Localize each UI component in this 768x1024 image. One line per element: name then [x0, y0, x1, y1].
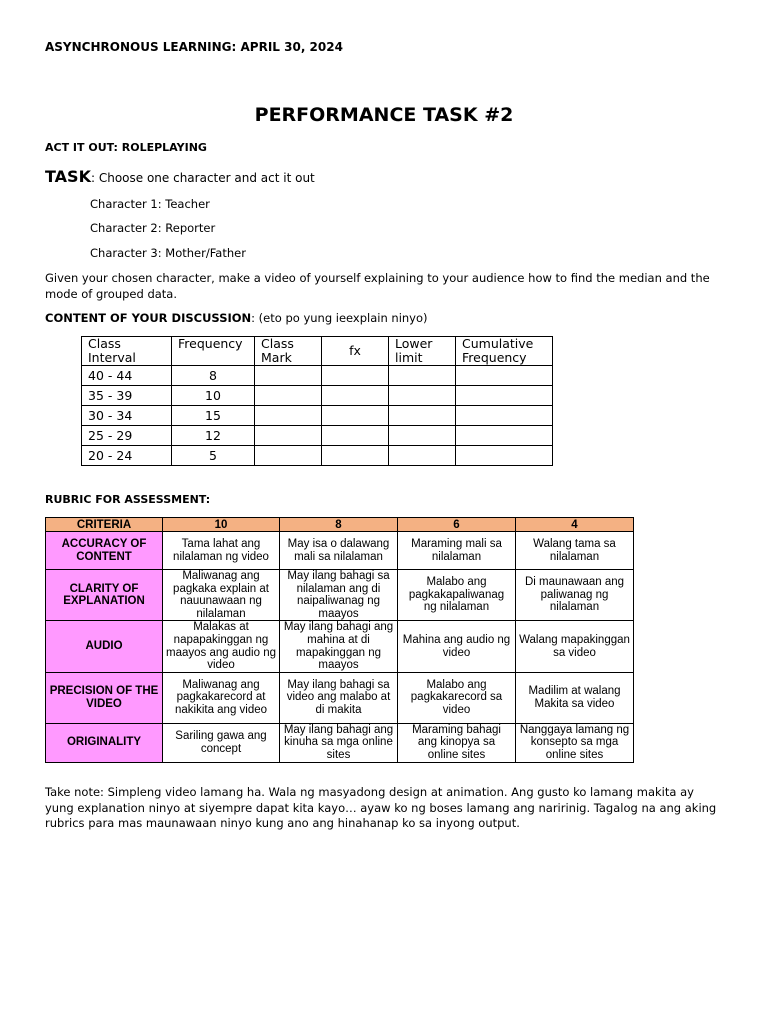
- header-class-interval: Class Interval: [82, 337, 172, 366]
- rubric-cell-6: Malabo ang pagkakarecord sa video: [398, 672, 516, 723]
- cell-empty: [255, 446, 322, 466]
- rubric-cell-8: May isa o dalawang mali sa nilalaman: [280, 532, 398, 570]
- rubric-cell-8: May ilang bahagi ang kinuha sa mga online sites: [280, 723, 398, 762]
- cell-empty: [322, 446, 389, 466]
- rubric-cell-8: May ilang bahagi ang mahina at di mapakinggan ng maayos: [280, 621, 398, 672]
- rubric-cell-6: Mahina ang audio ng video: [398, 621, 516, 672]
- cell-empty: [456, 446, 553, 466]
- cell-empty: [456, 406, 553, 426]
- header-fx: fx: [322, 337, 389, 366]
- rubric-cell-4: Walang tama sa nilalaman: [516, 532, 634, 570]
- rubric-criteria: PRECISION OF THE VIDEO: [46, 672, 163, 723]
- rubric-row: [46, 532, 634, 570]
- rubric-header-10: 10: [163, 518, 280, 532]
- rubric-cell-8: May ilang bahagi sa video ang malabo at di makita: [280, 672, 398, 723]
- instruction-paragraph: Given your chosen character, make a video of yourself explaining to your audience how to find the median and the mode of grouped data.: [45, 271, 710, 301]
- cell-empty: [456, 366, 553, 386]
- rubric-row: [46, 621, 634, 672]
- cell-interval: 40 - 44: [82, 366, 172, 386]
- rubric-cell-4: Walang mapakinggan sa video: [516, 621, 634, 672]
- cell-interval: 20 - 24: [82, 446, 172, 466]
- rubric-criteria: ORIGINALITY: [46, 723, 163, 762]
- cell-empty: [389, 446, 456, 466]
- rubric-row: [46, 672, 634, 723]
- character-2: Character 2: Reporter: [90, 221, 216, 235]
- header-cumulative-frequency: Cumulative Frequency: [456, 337, 553, 366]
- rubric-cell-6: Malabo ang pagkakapaliwanag ng nilalaman: [398, 570, 516, 621]
- header-class-mark: Class Mark: [255, 337, 322, 366]
- rubric-cell-10: Sariling gawa ang concept: [163, 723, 280, 762]
- rubric-cell-6: Maraming mali sa nilalaman: [398, 532, 516, 570]
- rubric-criteria: AUDIO: [46, 621, 163, 672]
- content-label-text: : (eto po yung ieexplain ninyo): [251, 311, 428, 325]
- table-row: [82, 406, 553, 426]
- rubric-header-row: [46, 518, 634, 532]
- table-header-row: [82, 337, 553, 366]
- rubric-header-4: 4: [516, 518, 634, 532]
- cell-empty: [322, 386, 389, 406]
- cell-empty: [456, 426, 553, 446]
- rubric-header-8: 8: [280, 518, 398, 532]
- cell-empty: [456, 386, 553, 406]
- cell-empty: [389, 406, 456, 426]
- rubric-cell-4: Nanggaya lamang ng konsepto sa mga online sites: [516, 723, 634, 762]
- rubric-label: RUBRIC FOR ASSESSMENT:: [45, 493, 211, 506]
- header-frequency: Frequency: [172, 337, 255, 366]
- character-1: Character 1: Teacher: [90, 197, 210, 211]
- take-note-paragraph: Take note: Simpleng video lamang ha. Wala ng masyadong design at animation. Ang gusto ko lamang makita ay yung explanation ninyo at siyempre dapat kita kayo… ayaw ko ng boses lamang ang naririnig. Tagalog na ang aking rubrics para mas maunawaan ninyo kung ano ang hinahanap ko sa inyong output.: [45, 785, 717, 830]
- cell-empty: [389, 386, 456, 406]
- cell-interval: 30 - 34: [82, 406, 172, 426]
- rubric-criteria: ACCURACY OF CONTENT: [46, 532, 163, 570]
- rubric-row: [46, 723, 634, 762]
- header-date: ASYNCHRONOUS LEARNING: APRIL 30, 2024: [45, 40, 343, 54]
- cell-frequency: 8: [172, 366, 255, 386]
- task-text: : Choose one character and act it out: [90, 171, 315, 185]
- rubric-row: [46, 570, 634, 621]
- frequency-table: [81, 336, 553, 466]
- rubric-cell-10: Tama lahat ang nilalaman ng video: [163, 532, 280, 570]
- task-label: TASK: [45, 167, 91, 186]
- rubric-header-criteria: CRITERIA: [46, 518, 163, 532]
- rubric-criteria: CLARITY OF EXPLANATION: [46, 570, 163, 621]
- cell-empty: [255, 386, 322, 406]
- task-line: [45, 167, 315, 186]
- cell-empty: [255, 406, 322, 426]
- rubric-header-6: 6: [398, 518, 516, 532]
- cell-frequency: 12: [172, 426, 255, 446]
- rubric-cell-4: Madilim at walang Makita sa video: [516, 672, 634, 723]
- rubric-table: [45, 517, 634, 763]
- rubric-cell-10: Malakas at napapakinggan ng maayos ang audio ng video: [163, 621, 280, 672]
- cell-empty: [255, 366, 322, 386]
- cell-empty: [322, 406, 389, 426]
- rubric-cell-4: Di maunawaan ang paliwanag ng nilalaman: [516, 570, 634, 621]
- cell-empty: [389, 426, 456, 446]
- cell-interval: 35 - 39: [82, 386, 172, 406]
- table-row: [82, 366, 553, 386]
- rubric-cell-6: Maraming bahagi ang kinopya sa online sites: [398, 723, 516, 762]
- table-row: [82, 386, 553, 406]
- rubric-cell-8: May ilang bahagi sa nilalaman ang di naipaliwanag ng maayos: [280, 570, 398, 621]
- cell-frequency: 10: [172, 386, 255, 406]
- cell-frequency: 5: [172, 446, 255, 466]
- header-lower-limit: Lower limit: [389, 337, 456, 366]
- content-label-bold: CONTENT OF YOUR DISCUSSION: [45, 311, 252, 325]
- page-title: PERFORMANCE TASK #2: [254, 104, 514, 126]
- cell-empty: [255, 426, 322, 446]
- cell-empty: [322, 366, 389, 386]
- act-label: ACT IT OUT: ROLEPLAYING: [45, 141, 207, 154]
- character-3: Character 3: Mother/Father: [90, 246, 246, 260]
- rubric-cell-10: Maliwanag ang pagkaka explain at nauunawaan ng nilalaman: [163, 570, 280, 621]
- cell-empty: [322, 426, 389, 446]
- content-label: [45, 311, 428, 325]
- cell-empty: [389, 366, 456, 386]
- cell-frequency: 15: [172, 406, 255, 426]
- table-row: [82, 426, 553, 446]
- rubric-cell-10: Maliwanag ang pagkakarecord at nakikita ang video: [163, 672, 280, 723]
- table-row: [82, 446, 553, 466]
- cell-interval: 25 - 29: [82, 426, 172, 446]
